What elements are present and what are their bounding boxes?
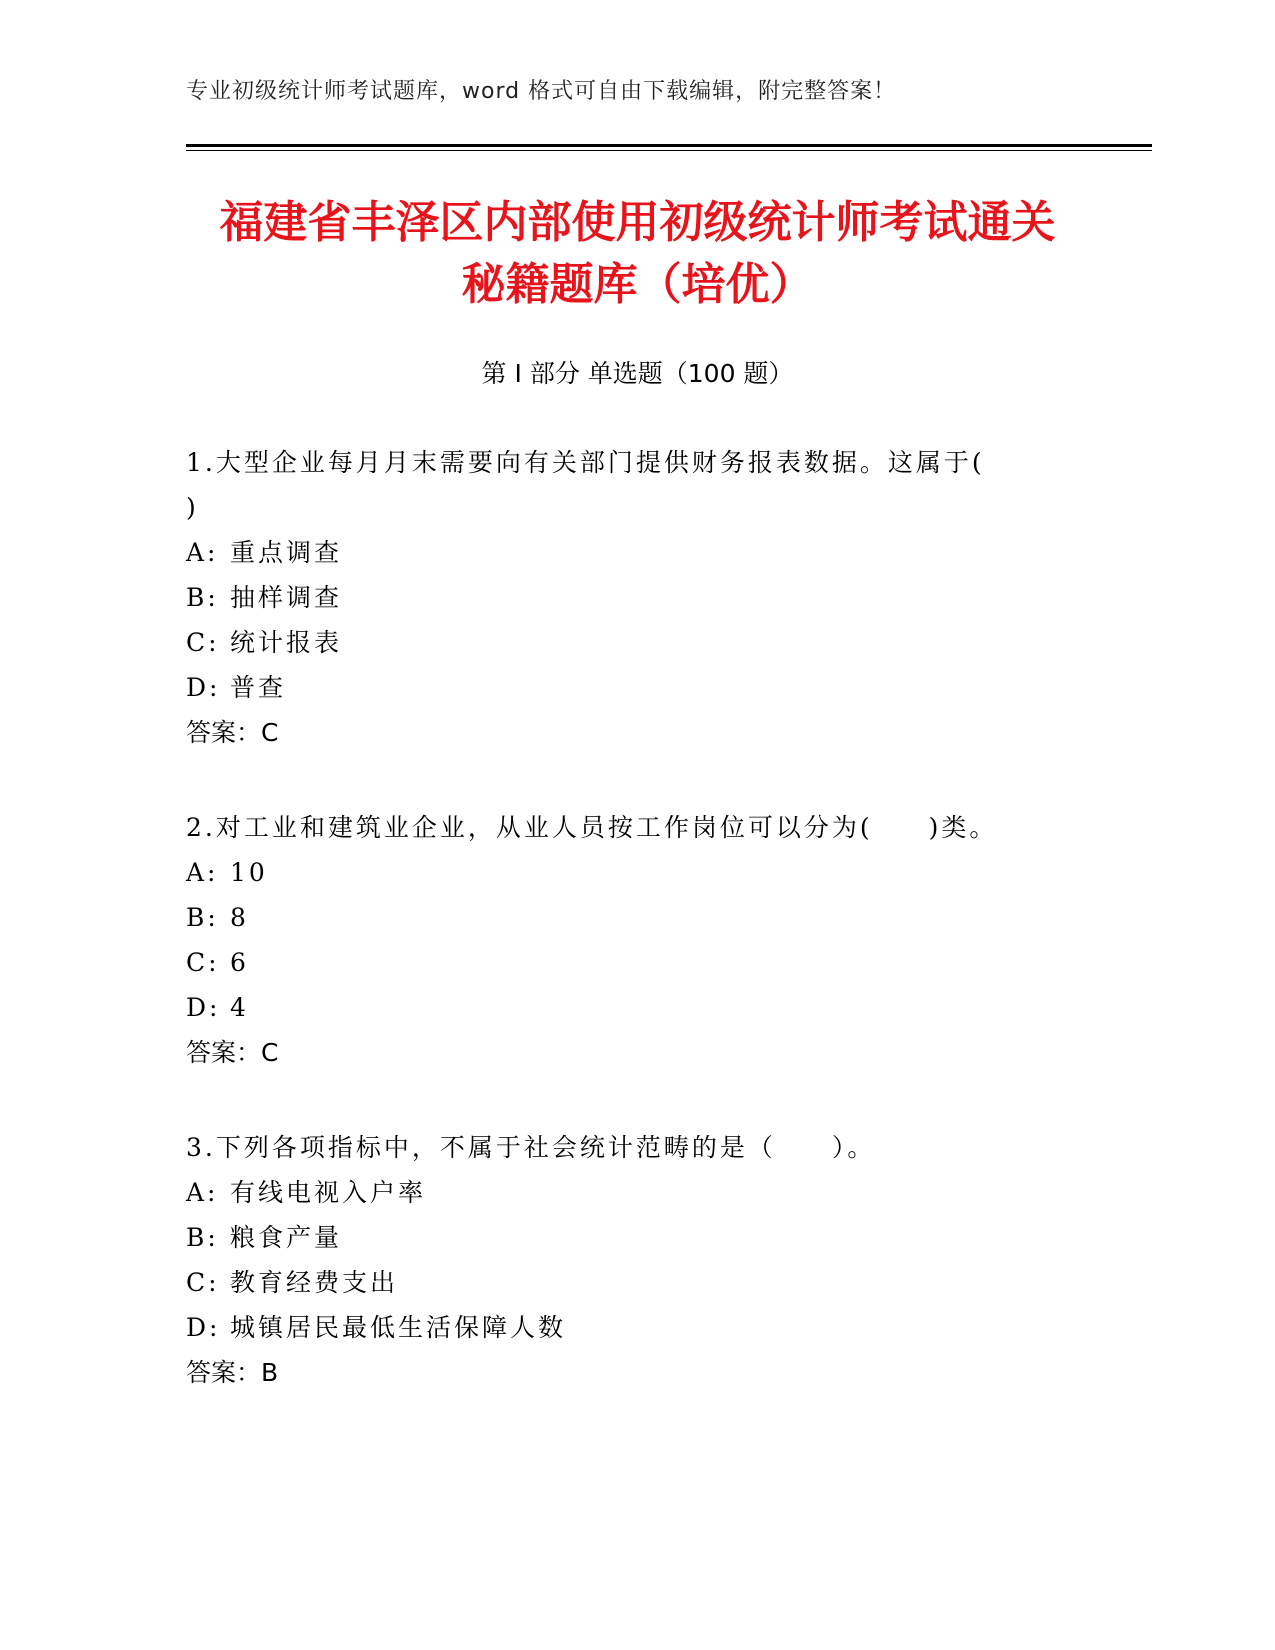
answer: 答案：C: [186, 718, 279, 747]
option-a: [186, 1170, 1086, 1215]
option-b: [186, 895, 1086, 940]
option-text: 6: [230, 948, 249, 977]
option-key: D:: [186, 993, 221, 1022]
answer: 答案：C: [186, 1038, 279, 1067]
question-2: [186, 805, 1086, 1075]
option-key: A:: [186, 1178, 219, 1207]
question-stem: 3.下列各项指标中，不属于社会统计范畴的是（ ）。: [186, 1133, 876, 1162]
option-d: [186, 985, 1086, 1030]
option-text: 4: [230, 993, 249, 1022]
option-key: D:: [186, 673, 221, 702]
option-c: [186, 1260, 1086, 1305]
option-text: 粮食产量: [230, 1223, 343, 1252]
option-text: 城镇居民最低生活保障人数: [230, 1313, 567, 1342]
section-heading: 第 I 部分 单选题（100 题）: [481, 359, 794, 388]
option-key: C:: [186, 948, 220, 977]
header-rule-thick: [186, 144, 1152, 147]
option-c: [186, 940, 1086, 985]
header-note: 专业初级统计师考试题库，word 格式可自由下载编辑，附完整答案！: [186, 79, 897, 104]
option-key: D:: [186, 1313, 221, 1342]
option-key: A:: [186, 538, 219, 567]
option-text: 抽样调查: [230, 583, 343, 612]
option-key: A:: [186, 858, 219, 887]
question-1: [186, 440, 1086, 755]
option-b: [186, 1215, 1086, 1260]
question-stem: 2.对工业和建筑业企业，从业人员按工作岗位可以分为( )类。: [186, 813, 998, 842]
question-stem: 1.大型企业每月月末需要向有关部门提供财务报表数据。这属于(: [186, 448, 985, 477]
option-text: 有线电视入户率: [230, 1178, 427, 1207]
option-key: B:: [186, 903, 219, 932]
option-d: [186, 665, 1086, 710]
option-key: B:: [186, 583, 219, 612]
option-text: 教育经费支出: [230, 1268, 399, 1297]
option-text: 8: [230, 903, 249, 932]
option-a: [186, 530, 1086, 575]
option-d: [186, 1305, 1086, 1350]
option-text: 统计报表: [230, 628, 343, 657]
question-stem-continued: ): [186, 493, 199, 522]
option-key: C:: [186, 1268, 220, 1297]
option-text: 重点调查: [230, 538, 343, 567]
document-title: [150, 192, 1125, 316]
question-list: [186, 440, 1086, 1445]
option-text: 10: [230, 858, 268, 887]
option-b: [186, 575, 1086, 620]
option-a: [186, 850, 1086, 895]
option-key: C:: [186, 628, 220, 657]
option-c: [186, 620, 1086, 665]
answer: 答案：B: [186, 1358, 279, 1387]
header-rule-thin: [186, 150, 1152, 151]
document-title-line-1: 福建省丰泽区内部使用初级统计师考试通关: [219, 197, 1056, 248]
option-text: 普查: [230, 673, 287, 702]
question-3: [186, 1125, 1086, 1395]
document-title-line-2: 秘籍题库（培优）: [461, 259, 814, 310]
option-key: B:: [186, 1223, 219, 1252]
